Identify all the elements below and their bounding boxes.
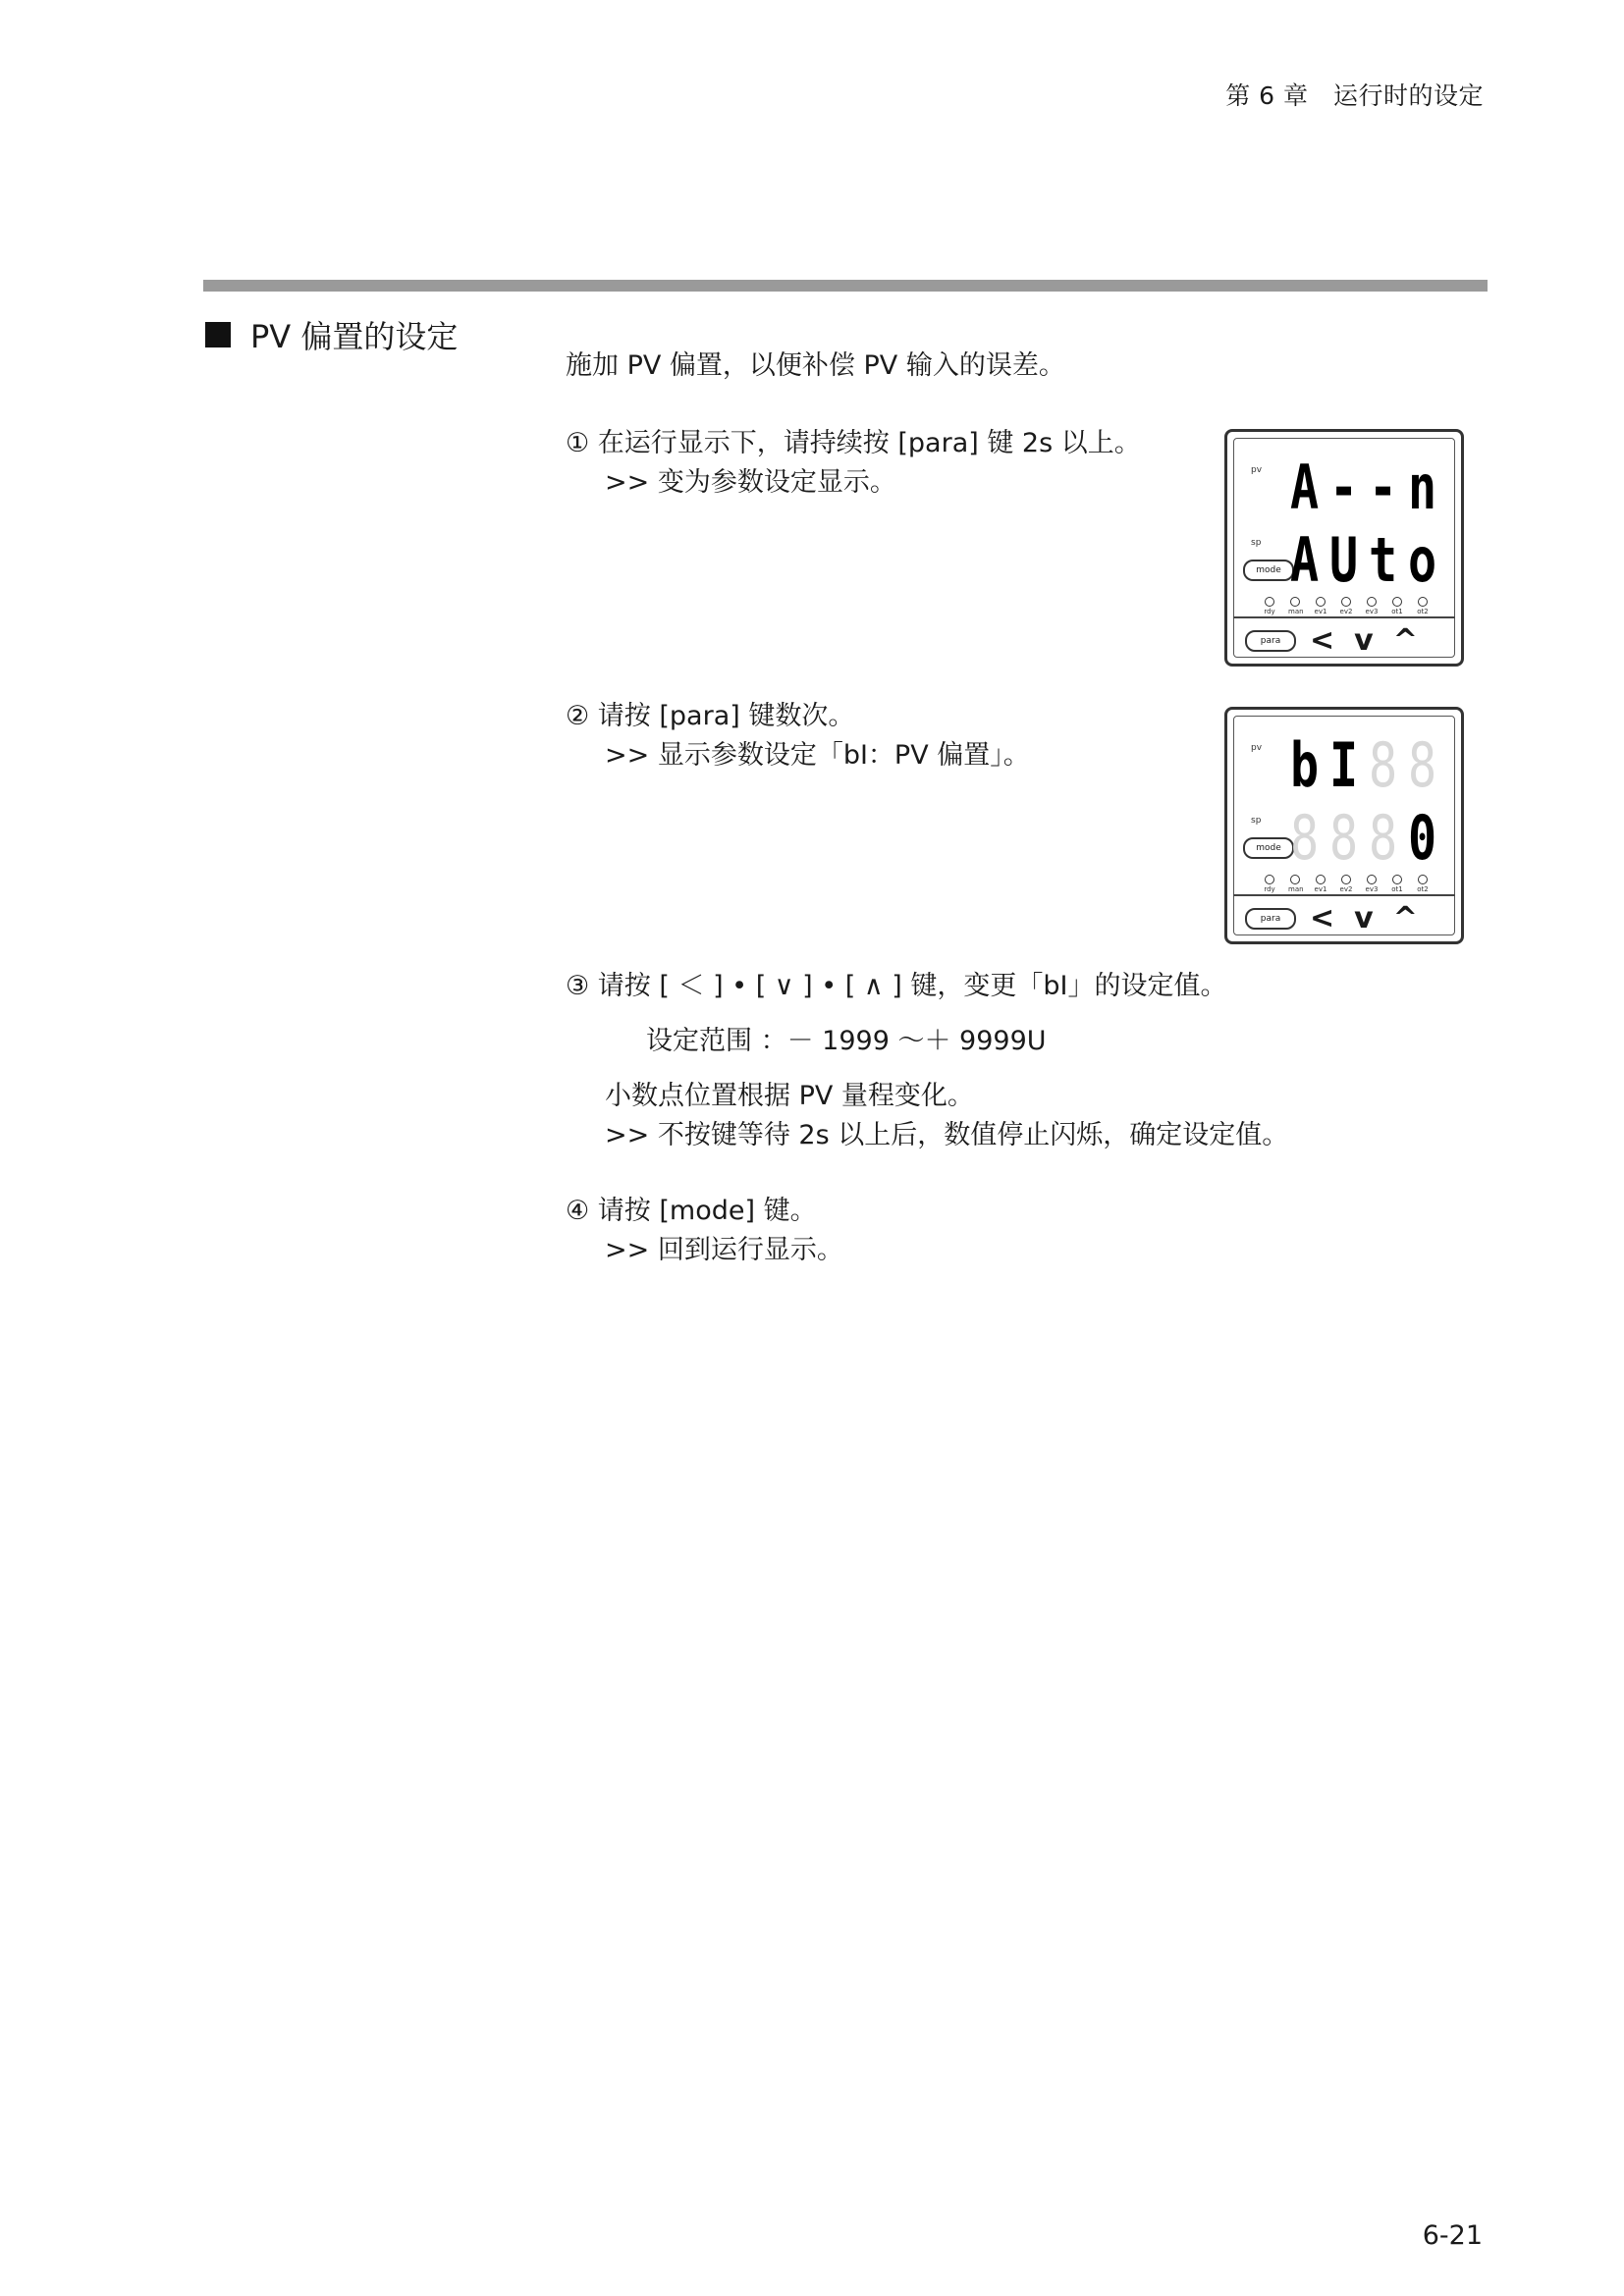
pv-display (1286, 452, 1439, 523)
led-indicator: man (1288, 597, 1302, 615)
sp-label: sp (1251, 538, 1262, 548)
step-1 (566, 424, 1141, 503)
led-indicator: ev3 (1365, 597, 1379, 615)
led-indicator: ot2 (1416, 875, 1430, 893)
arrow-keys (1310, 901, 1418, 935)
controller-panel-auto (1224, 429, 1464, 667)
sp-digit: o (1407, 524, 1437, 596)
led-indicator: ot2 (1416, 597, 1430, 615)
led-indicator: man (1288, 875, 1302, 893)
sp-display (1286, 802, 1439, 874)
sp-digit-unlit: 8 (1289, 802, 1320, 874)
mode-button[interactable]: mode (1243, 560, 1294, 581)
left-key-icon[interactable]: < (1310, 623, 1335, 658)
led-indicator: ot1 (1390, 875, 1404, 893)
sp-digit-unlit: 8 (1328, 802, 1359, 874)
step-3-note: 小数点位置根据 PV 量程变化。 (605, 1081, 974, 1111)
up-key-icon[interactable]: ^ (1392, 623, 1418, 658)
step-2-main: ② 请按 [para] 键数次。 (566, 701, 855, 731)
intro-text: 施加 PV 偏置，以便补偿 PV 输入的误差。 (566, 350, 1065, 381)
led-indicator: rdy (1263, 875, 1276, 893)
section-title-text: PV 偏置的设定 (250, 318, 459, 355)
sp-digit: U (1328, 524, 1359, 596)
step-2-result: >> 显示参数设定「bI：PV 偏置」。 (605, 740, 1030, 771)
led-indicator: ev3 (1365, 875, 1379, 893)
sp-digit: t (1368, 524, 1398, 596)
status-leds (1263, 597, 1430, 615)
down-key-icon[interactable]: v (1354, 901, 1374, 935)
para-button[interactable]: para (1245, 630, 1296, 652)
step-2 (566, 697, 1030, 775)
pv-digit: - (1328, 452, 1359, 523)
sp-digit: A (1289, 524, 1320, 596)
pv-digit-unlit: 8 (1368, 729, 1398, 801)
step-1-result: >> 变为参数设定显示。 (605, 467, 896, 498)
led-indicator: ev2 (1339, 875, 1353, 893)
led-indicator: ev2 (1339, 597, 1353, 615)
up-key-icon[interactable]: ^ (1392, 901, 1418, 935)
left-key-icon[interactable]: < (1310, 901, 1335, 935)
led-indicator: ev1 (1314, 875, 1327, 893)
pv-digit: b (1289, 729, 1320, 801)
pv-label: pv (1251, 743, 1263, 753)
sp-label: sp (1251, 816, 1262, 826)
led-indicator: ev1 (1314, 597, 1327, 615)
pv-digit: n (1407, 452, 1437, 523)
controller-panel-bias (1224, 707, 1464, 944)
status-leds (1263, 875, 1430, 893)
square-bullet-icon (205, 322, 231, 347)
mode-button[interactable]: mode (1243, 837, 1294, 859)
led-indicator: rdy (1263, 597, 1276, 615)
led-indicator: ot1 (1390, 597, 1404, 615)
pv-digit: - (1368, 452, 1398, 523)
step-4-result: >> 回到运行显示。 (605, 1235, 843, 1265)
step-3-main: ③ 请按 [ ＜ ] • [ ∨ ] • [ ∧ ] 键，变更「bI」的设定值。 (566, 971, 1227, 1001)
step-4 (566, 1192, 843, 1270)
page-number: 6-21 (1422, 2220, 1483, 2251)
pv-label: pv (1251, 465, 1263, 475)
step-1-main: ① 在运行显示下，请持续按 [para] 键 2s 以上。 (566, 428, 1141, 458)
sp-display (1286, 524, 1439, 596)
step-3-result: >> 不按键等待 2s 以上后，数值停止闪烁，确定设定值。 (605, 1120, 1289, 1150)
pv-digit: A (1289, 452, 1320, 523)
section-title (205, 312, 458, 357)
chapter-header: 第 6 章 运行时的设定 (1225, 81, 1484, 110)
step-3 (566, 967, 1288, 1155)
step-3-range: 设定范围 ：－ 1999 ～＋ 9999U (646, 1026, 1047, 1056)
sp-digit-unlit: 8 (1368, 802, 1398, 874)
pv-digit: I (1328, 729, 1359, 801)
pv-display (1286, 729, 1439, 801)
para-button[interactable]: para (1245, 908, 1296, 930)
pv-digit-unlit: 8 (1407, 729, 1437, 801)
down-key-icon[interactable]: v (1354, 623, 1374, 658)
step-4-main: ④ 请按 [mode] 键。 (566, 1196, 817, 1226)
section-divider (203, 280, 1488, 292)
arrow-keys (1310, 623, 1418, 658)
sp-digit: 0 (1407, 802, 1437, 874)
